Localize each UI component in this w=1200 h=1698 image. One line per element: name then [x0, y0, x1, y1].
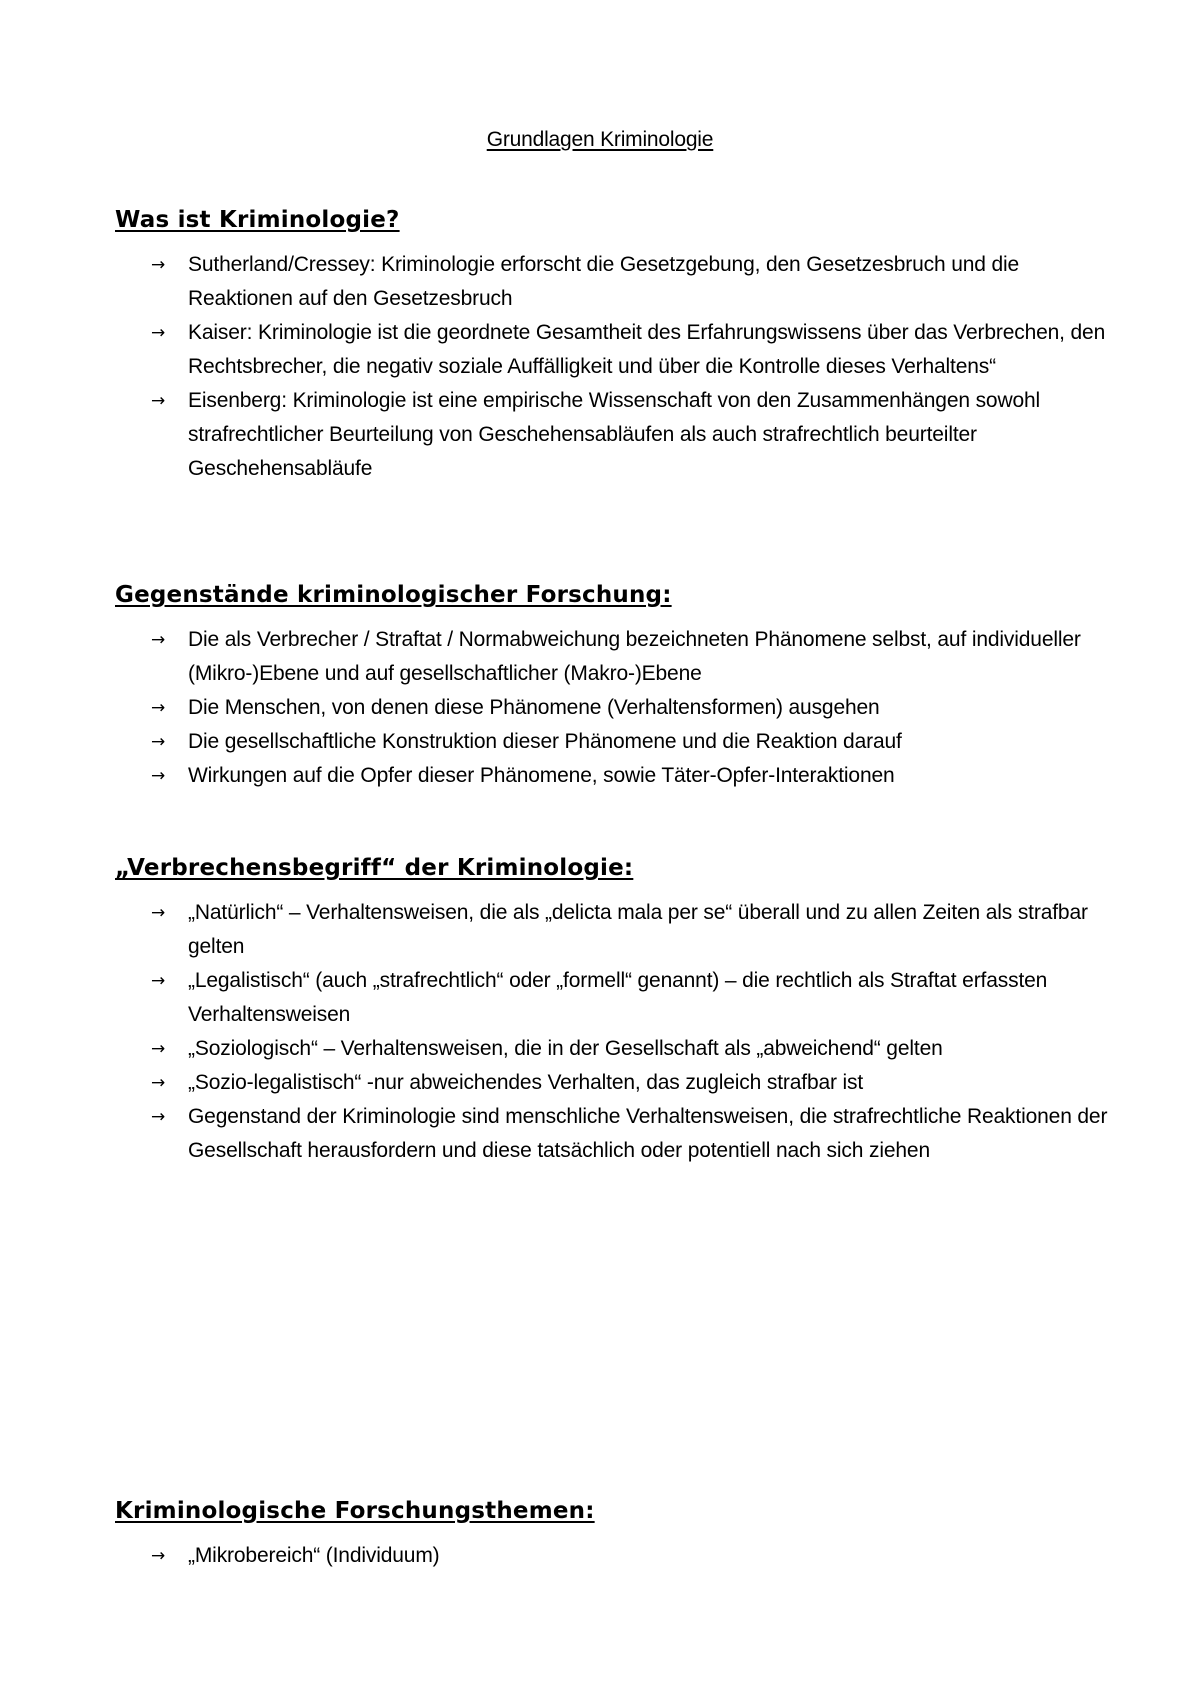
section-verbrechensbegriff: [115, 853, 1115, 1168]
list-item-text: Die gesellschaftliche Konstruktion dieser Phänomene und die Reaktion darauf: [188, 730, 902, 753]
section-gegenstaende: [115, 580, 1115, 793]
list-item-text: Sutherland/Cressey: Kriminologie erforscht die Gesetzgebung, den Gesetzesbruch und die Reaktionen auf den Gesetzesbruch: [188, 253, 1020, 310]
section-heading: Gegenstände kriminologischer Forschung:: [115, 582, 672, 608]
list-item: [115, 623, 1115, 691]
list-item: [115, 964, 1115, 1032]
bullet-list: [115, 896, 1115, 1168]
list-item: [115, 316, 1115, 384]
list-item-text: „Soziologisch“ – Verhaltensweisen, die in der Gesellschaft als „abweichend“ gelten: [188, 1037, 943, 1060]
arrow-right-icon: →: [151, 766, 166, 786]
bullet-list: [115, 1539, 1115, 1573]
list-item: [115, 725, 1115, 759]
list-item: [115, 1539, 1115, 1573]
bullet-list: [115, 248, 1115, 486]
arrow-right-icon: →: [151, 255, 166, 275]
arrow-right-icon: →: [151, 1073, 166, 1093]
list-item: [115, 896, 1115, 964]
list-item: [115, 384, 1115, 486]
arrow-right-icon: →: [151, 698, 166, 718]
list-item: [115, 248, 1115, 316]
section-heading: Kriminologische Forschungsthemen:: [115, 1498, 595, 1524]
arrow-right-icon: →: [151, 323, 166, 343]
arrow-right-icon: →: [151, 630, 166, 650]
bullet-list: [115, 623, 1115, 793]
list-item: [115, 1100, 1115, 1168]
arrow-right-icon: →: [151, 1039, 166, 1059]
arrow-right-icon: →: [151, 391, 166, 411]
arrow-right-icon: →: [151, 1107, 166, 1127]
list-item-text: „Natürlich“ – Verhaltensweisen, die als „delicta mala per se“ überall und zu allen Zeiten als strafbar gelten: [188, 901, 1088, 958]
list-item: [115, 1032, 1115, 1066]
list-item-text: „Mikrobereich“ (Individuum): [188, 1544, 440, 1567]
list-item-text: Die Menschen, von denen diese Phänomene (Verhaltensformen) ausgehen: [188, 696, 880, 719]
arrow-right-icon: →: [151, 1546, 166, 1566]
arrow-right-icon: →: [151, 903, 166, 923]
section-heading: Was ist Kriminologie?: [115, 207, 400, 233]
section-was-ist-kriminologie: [115, 205, 1115, 486]
arrow-right-icon: →: [151, 971, 166, 991]
list-item: [115, 759, 1115, 793]
list-item-text: Wirkungen auf die Opfer dieser Phänomene, sowie Täter-Opfer-Interaktionen: [188, 764, 895, 787]
arrow-right-icon: →: [151, 732, 166, 752]
list-item-text: Kaiser: Kriminologie ist die geordnete Gesamtheit des Erfahrungswissens über das Verbrechen, den Rechtsbrecher, die negativ soziale Auffälligkeit und über die Kontrolle dieses Verhaltens“: [188, 321, 1106, 378]
section-heading: „Verbrechensbegriff“ der Kriminologie:: [115, 855, 634, 881]
list-item-text: Eisenberg: Kriminologie ist eine empirische Wissenschaft von den Zusammenhängen sowohl strafrechtlicher Beurteilung von Geschehensabläufen als auch strafrechtlich beurteilter Geschehensabläufe: [188, 389, 1041, 480]
document-title: Grundlagen Kriminologie: [486, 128, 714, 151]
list-item-text: Gegenstand der Kriminologie sind menschliche Verhaltensweisen, die strafrechtliche Reaktionen der Gesellschaft herausfordern und diese tatsächlich oder potentiell nach sich ziehen: [188, 1105, 1108, 1162]
list-item-text: „Sozio-legalistisch“ -nur abweichendes Verhalten, das zugleich strafbar ist: [188, 1071, 864, 1094]
list-item: [115, 691, 1115, 725]
section-forschungsthemen: [115, 1496, 1115, 1573]
list-item-text: „Legalistisch“ (auch „strafrechtlich“ oder „formell“ genannt) – die rechtlich als Straftat erfassten Verhaltensweisen: [188, 969, 1048, 1026]
list-item: [115, 1066, 1115, 1100]
list-item-text: Die als Verbrecher / Straftat / Normabweichung bezeichneten Phänomene selbst, auf individueller (Mikro-)Ebene und auf gesellschaftlicher (Makro-)Ebene: [188, 628, 1081, 685]
